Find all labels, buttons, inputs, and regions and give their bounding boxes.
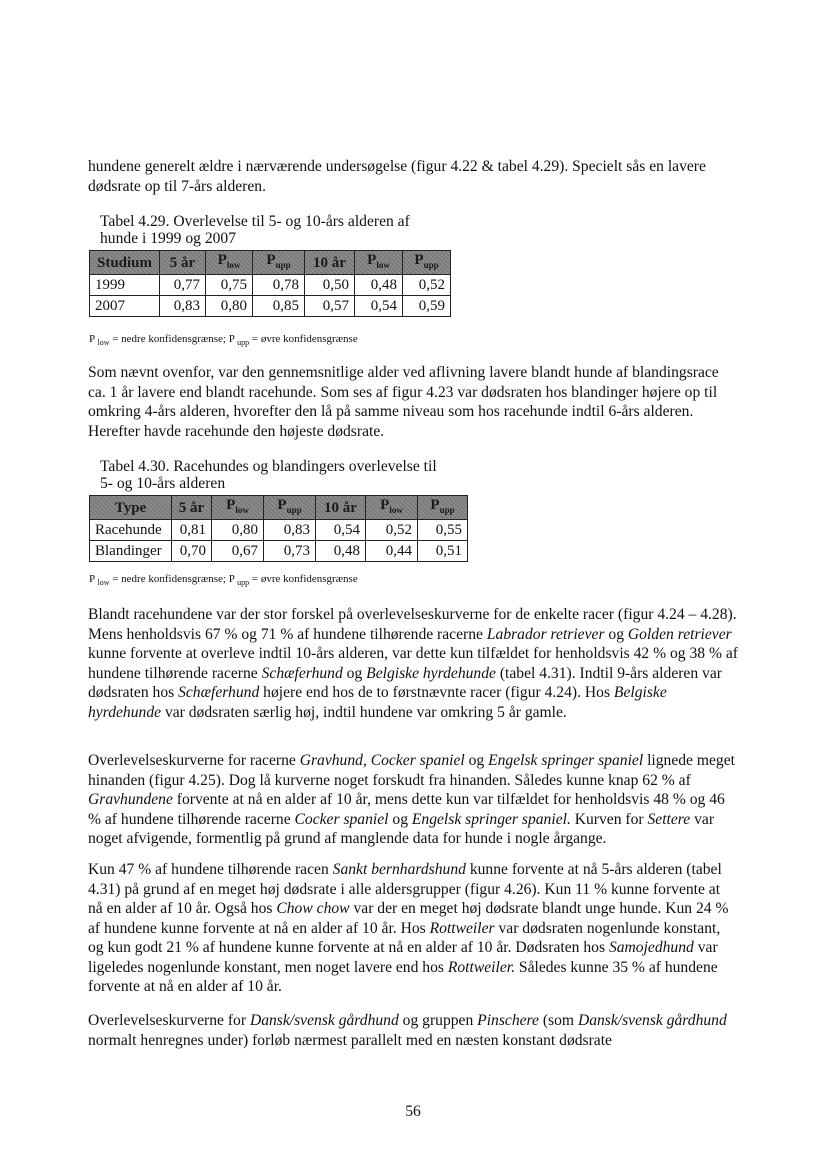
table1-cell: 0,59 [403,296,451,317]
table1-cell: 0,80 [206,296,253,317]
table2-cell: 0,52 [366,520,418,541]
table1-cell: 0,52 [403,275,451,296]
table2-cell: 0,51 [418,541,468,562]
table1-cell: 0,85 [253,296,305,317]
page-number: 56 [405,1103,421,1120]
table1-header-pupp: $P_{upp}$ [253,251,305,275]
table2-cell: 0,54 [316,520,366,541]
paragraph-1: Som nævnt ovenfor, var den gennemsnitlige alder ved aflivning lavere blandt hunde af blandingsrace ca. 1 år lavere end blandt racehunde. Som ses af figur 4.23 var dødsraten hos blandinger højere op til omkring 4-års alderen, hvorefter den lå på samme niveau som hos racehunde indtil 6-års alderen. Herefter havde racehunde den højeste dødsrate. [88,364,719,440]
table2-cell: 0,67 [212,541,264,562]
table1-header-pupp2: $P_{upp}$ [403,251,451,275]
table2-note: P $_{low}$ = nedre konfidensgrænse; P $_{upp}$ = øvre konfidensgrænse [89,573,358,588]
table2-cell: 0,70 [172,541,212,562]
table2-cell: 0,81 [172,520,212,541]
table1-header-plow: $P_{low}$ [206,251,253,275]
table2-cell: Blandinger [90,541,172,562]
table-row [90,296,451,317]
table2-header-row [90,496,468,520]
table2-header-plow2: $P_{low}$ [366,496,418,520]
table2-cell: Racehunde [90,520,172,541]
table1-cell: 0,77 [160,275,206,296]
table2-header-plow: $P_{low}$ [212,496,264,520]
table2-cell: 0,55 [418,520,468,541]
intro-paragraph: hundene generelt ældre i nærværende undersøgelse (figur 4.22 & tabel 4.29). Specielt sås en lavere dødsrate op til 7-års alderen. [88,158,706,195]
table2-header-pupp: $P_{upp}$ [264,496,316,520]
table-row [90,541,468,562]
table2-header-5ar: 5 år [172,496,212,520]
table1-header-studium: Studium [90,251,160,275]
table1-cell: 0,75 [206,275,253,296]
table1-cell: 0,57 [305,296,355,317]
table2-cell: 0,48 [316,541,366,562]
paragraph-5: Overlevelseskurverne for Dansk/svensk gårdhund og gruppen Pinschere (som Dansk/svensk gårdhund normalt henregnes under) forløb nærmest parallelt med en næsten konstant dødsrate [88,1012,727,1049]
table1-cell: 0,50 [305,275,355,296]
table1-cell: 2007 [90,296,160,317]
table1-note: P $_{low}$ = nedre konfidensgrænse; P $_{upp}$ = øvre konfidensgrænse [89,333,358,348]
table2 [89,495,468,562]
table2-header-10ar: 10 år [316,496,366,520]
table1-caption: Tabel 4.29. Overlevelse til 5- og 10-års alderen af hunde i 1999 og 2007 [100,213,410,247]
paragraph-4: Kun 47 % af hundene tilhørende racen Sankt bernhardshund kunne forvente at nå 5-års alderen (tabel 4.31) på grund af en meget høj dødsrate i alle aldersgrupper (figur 4.26). Kun 11 % kunne forvente at nå en alder af 10 år. Også hos Chow chow var der en meget høj dødsrate blandt unge hunde. Kun 24 % af hundene kunne forvente at nå en alder af 10 år. Hos Rottweiler var dødsraten nogenlunde konstant, og kun godt 21 % af hundene kunne forvente at nå en alder af 10 år. Dødsraten hos Samojedhund var ligeledes nogenlunde konstant, men noget lavere end hos Rottweiler. Således kunne 35 % af hundene forvente at nå en alder af 10 år. [88,861,729,995]
table2-cell: 0,83 [264,520,316,541]
table2-cell: 0,73 [264,541,316,562]
table2-cell: 0,44 [366,541,418,562]
table1-header-plow2: $P_{low}$ [355,251,403,275]
table-row [90,520,468,541]
table2-cell: 0,80 [212,520,264,541]
table1-cell: 0,83 [160,296,206,317]
table2-caption: Tabel 4.30. Racehundes og blandingers overlevelse til 5- og 10-års alderen [100,458,437,492]
table1-cell: 0,48 [355,275,403,296]
paragraph-3: Overlevelseskurverne for racerne Gravhund, Cocker spaniel og Engelsk springer spaniel lignede meget hinanden (figur 4.25). Dog lå kurverne noget forskudt fra hinanden. Således kunne knap 62 % af Gravhundene forvente at nå en alder af 10 år, mens dette kun var tilfældet for henholdsvis 48 % og 46 % af hundene tilhørende racerne Cocker spaniel og Engelsk springer spaniel. Kurven for Settere var noget afvigende, formentlig på grund af manglende data for hunde i nogle årgange. [88,752,735,847]
table2-header-pupp2: $P_{upp}$ [418,496,468,520]
table-row [90,275,451,296]
table1-header-row [90,251,451,275]
table1-header-5ar: 5 år [160,251,206,275]
table1-cell: 0,54 [355,296,403,317]
table1-cell: 1999 [90,275,160,296]
table2-header-type: Type [90,496,172,520]
table1-cell: 0,78 [253,275,305,296]
paragraph-2: Blandt racehundene var der stor forskel på overlevelseskurverne for de enkelte racer (figur 4.24 – 4.28). Mens henholdsvis 67 % og 71 % af hundene tilhørende racerne Labrador retriever og Golden retriever kunne forvente at overleve indtil 10-års alderen, var dette kun tilfældet for henholdsvis 42 % og 38 % af hundene tilhørende racerne Schæferhund og Belgiske hyrdehunde (tabel 4.31). Indtil 9-års alderen var dødsraten hos Schæferhund højere end hos de to førstnævnte racer (figur 4.24). Hos Belgiske hyrdehunde var dødsraten særlig høj, indtil hundene var omkring 5 år gamle. [88,606,738,721]
table1-header-10ar: 10 år [305,251,355,275]
table1 [89,250,451,317]
